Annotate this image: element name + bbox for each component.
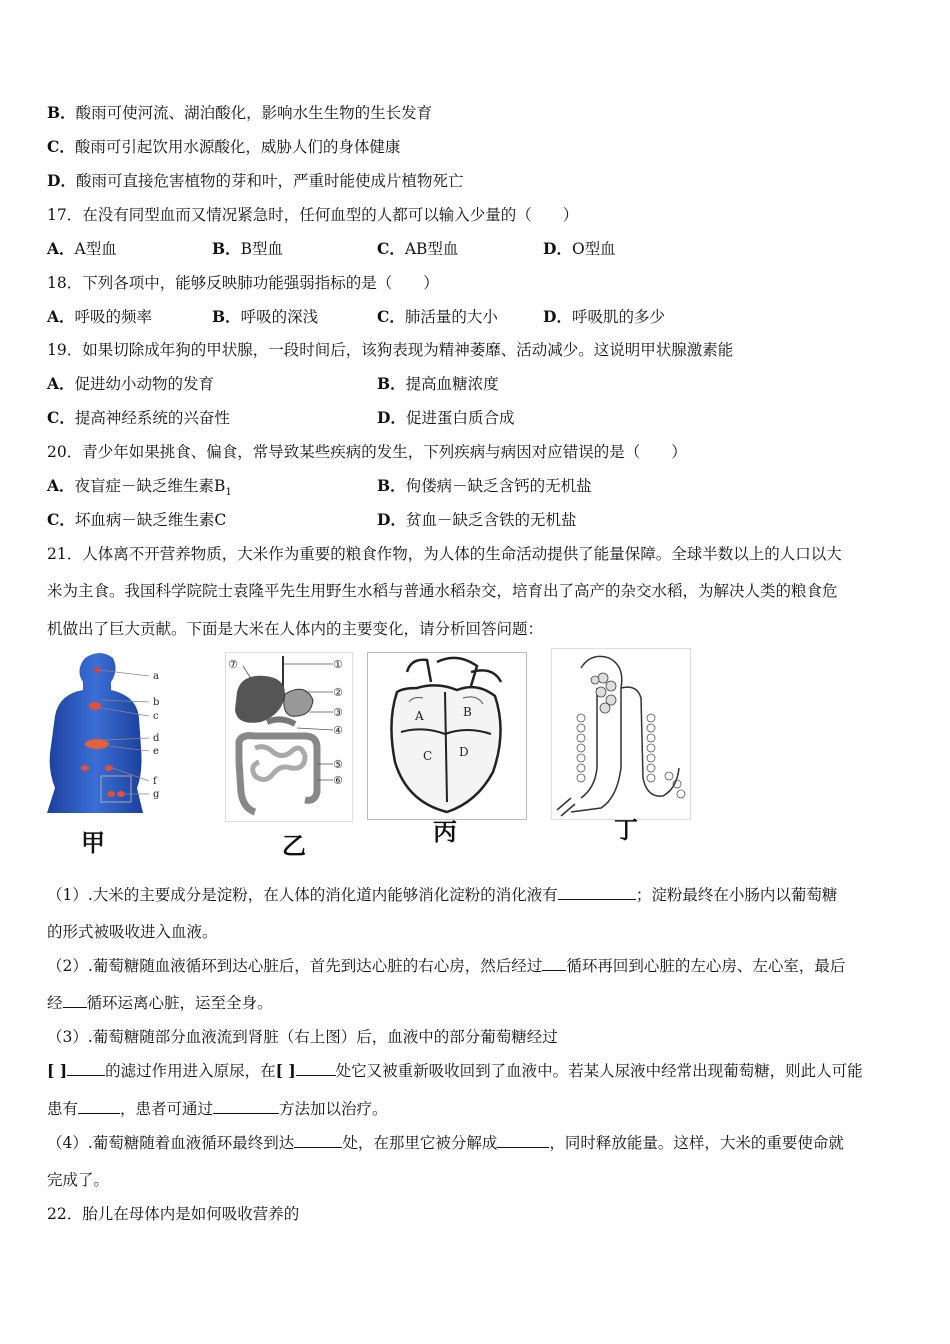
figure-bing-heart: [367, 652, 527, 820]
jia-label-a: a: [153, 671, 159, 682]
q16-option-d: D．酸雨可直接危害植物的芽和叶，严重时能使成片植物死亡: [47, 171, 464, 190]
q17-option-d: D．O型血: [543, 239, 616, 258]
q19-stem: 19．如果切除成年狗的甲状腺，一段时间后，该狗表现为精神萎靡、活动减少。这说明甲状腺激素能: [47, 341, 734, 359]
q21-stem-line-3: 机做出了巨大贡献。下面是大米在人体内的主要变化，请分析回答问题：: [47, 620, 544, 638]
bing-label-d: D: [459, 745, 469, 759]
q21-p2-blank1[interactable]: [542, 956, 566, 971]
q21-part3-line3: 患有 ，患者可通过 方法加以治疗。: [47, 1100, 388, 1118]
q16-option-b: B．酸雨可使河流、湖泊酸化，影响水生生物的生长发育: [47, 103, 433, 122]
q21-p2-blank2[interactable]: [63, 993, 87, 1008]
bing-label-a: A: [415, 709, 424, 723]
figure-ding-nephron: [551, 648, 691, 820]
figure-jia-caption: 甲: [81, 828, 105, 857]
q21-part4-line2: 完成了。: [47, 1171, 110, 1189]
q16-option-c: C．酸雨可引起饮用水源酸化，威胁人们的身体健康: [47, 137, 401, 156]
q22-stem: 22．胎儿在母体内是如何吸收营养的: [47, 1205, 300, 1223]
q21-stem-line-1: 21．人体离不开营养物质，大米作为重要的粮食作物，为人体的生命活动提供了能量保障。全球半数以上的人口以大: [47, 545, 842, 563]
yi-label-1: ①: [333, 658, 343, 671]
q20-stem: 20．青少年如果挑食、偏食，常导致某些疾病的发生，下列疾病与病因对应错误的是（ ）: [47, 443, 687, 461]
q21-stem-line-2: 米为主食。我国科学院院士袁隆平先生用野生水稻与普通水稻杂交，培育出了高产的杂交水稻，为解决人类的粮食危: [47, 582, 838, 600]
figure-yi-caption: 乙: [282, 831, 306, 860]
q19-option-a: A．促进幼小动物的发育: [47, 374, 215, 393]
yi-label-7: ⑦: [228, 658, 238, 671]
q20-option-c: C．坏血病－缺乏维生素C: [47, 510, 227, 529]
q21-p1-blank[interactable]: [558, 885, 636, 900]
q18-option-a: A．呼吸的频率: [47, 307, 153, 326]
q21-part4-line1: （4）.葡萄糖随着血液循环最终到达 处，在那里它被分解成 ，同时释放能量。这样，大米的重要使命就: [47, 1134, 844, 1152]
q17-option-a: A．A型血: [47, 239, 117, 258]
q21-p3-blank3[interactable]: [78, 1099, 120, 1114]
q20-option-d: D．贫血－缺乏含铁的无机盐: [377, 510, 577, 529]
q21-p4-blank2[interactable]: [497, 1133, 549, 1148]
q20-option-b: B．佝偻病－缺乏含钙的无机盐: [377, 476, 592, 495]
q18-option-c: C．肺活量的大小: [377, 307, 498, 326]
figure-ding-caption: 丁: [614, 815, 638, 844]
figure-bing-caption: 丙: [433, 817, 457, 846]
q19-option-d: D．促进蛋白质合成: [377, 408, 515, 427]
jia-label-d: d: [153, 733, 160, 744]
q21-part1-line2: 的形式被吸收进入血液。: [47, 923, 218, 941]
bing-label-b: B: [463, 705, 472, 719]
q19-option-b: B．提高血糖浓度: [377, 374, 499, 393]
figure-jia-endocrine: [45, 648, 173, 818]
yi-label-5: ⑤: [333, 758, 343, 771]
jia-label-e: e: [153, 746, 159, 757]
q21-part2-line2: 经 循环运离心脏，运至全身。: [47, 994, 273, 1012]
jia-label-g: g: [153, 789, 160, 800]
yi-label-2: ②: [333, 686, 343, 699]
figure-yi-digestive: [225, 652, 353, 822]
jia-label-f: f: [153, 776, 157, 787]
q21-p3-blank4[interactable]: [213, 1099, 279, 1114]
q17-option-c: C．AB型血: [377, 239, 459, 258]
jia-label-b: b: [153, 697, 160, 708]
q21-part3-line2: [ ] 的滤过作用进入原尿，在[ ] 处它又被重新吸收回到了血液中。若某人尿液中经常出现葡萄糖，则此人可能: [47, 1061, 863, 1080]
bing-label-c: C: [423, 749, 433, 763]
q21-p3-blank1[interactable]: [67, 1061, 105, 1076]
q21-part1-line1: （1）.大米的主要成分是淀粉，在人体的消化道内能够消化淀粉的消化液有 ；淀粉最终在小肠内以葡萄糖: [47, 886, 838, 904]
q20-option-a: A．夜盲症－缺乏维生素$B_1$: [47, 476, 232, 499]
q21-p4-blank1[interactable]: [294, 1133, 342, 1148]
yi-label-4: ④: [333, 724, 343, 737]
q21-p3-blank2[interactable]: [296, 1061, 336, 1076]
q18-stem: 18．下列各项中，能够反映肺功能强弱指标的是（ ）: [47, 274, 439, 292]
q18-option-b: B．呼吸的深浅: [212, 307, 319, 326]
jia-label-c: c: [153, 711, 159, 722]
yi-label-3: ③: [333, 706, 343, 719]
yi-label-6: ⑥: [333, 774, 343, 787]
q19-option-c: C．提高神经系统的兴奋性: [47, 408, 230, 427]
q21-part3-line1: （3）.葡萄糖随部分血液流到肾脏（右上图）后，血液中的部分葡萄糖经过: [47, 1028, 558, 1046]
q17-option-b: B．B型血: [212, 239, 283, 258]
q21-part2-line1: （2）.葡萄糖随血液循环到达心脏后，首先到达心脏的右心房，然后经过 循环再回到心脏的左心房、左心室，最后: [47, 957, 846, 975]
q18-option-d: D．呼吸肌的多少: [543, 307, 665, 326]
q17-stem: 17．在没有同型血而又情况紧急时，任何血型的人都可以输入少量的（ ）: [47, 206, 579, 224]
